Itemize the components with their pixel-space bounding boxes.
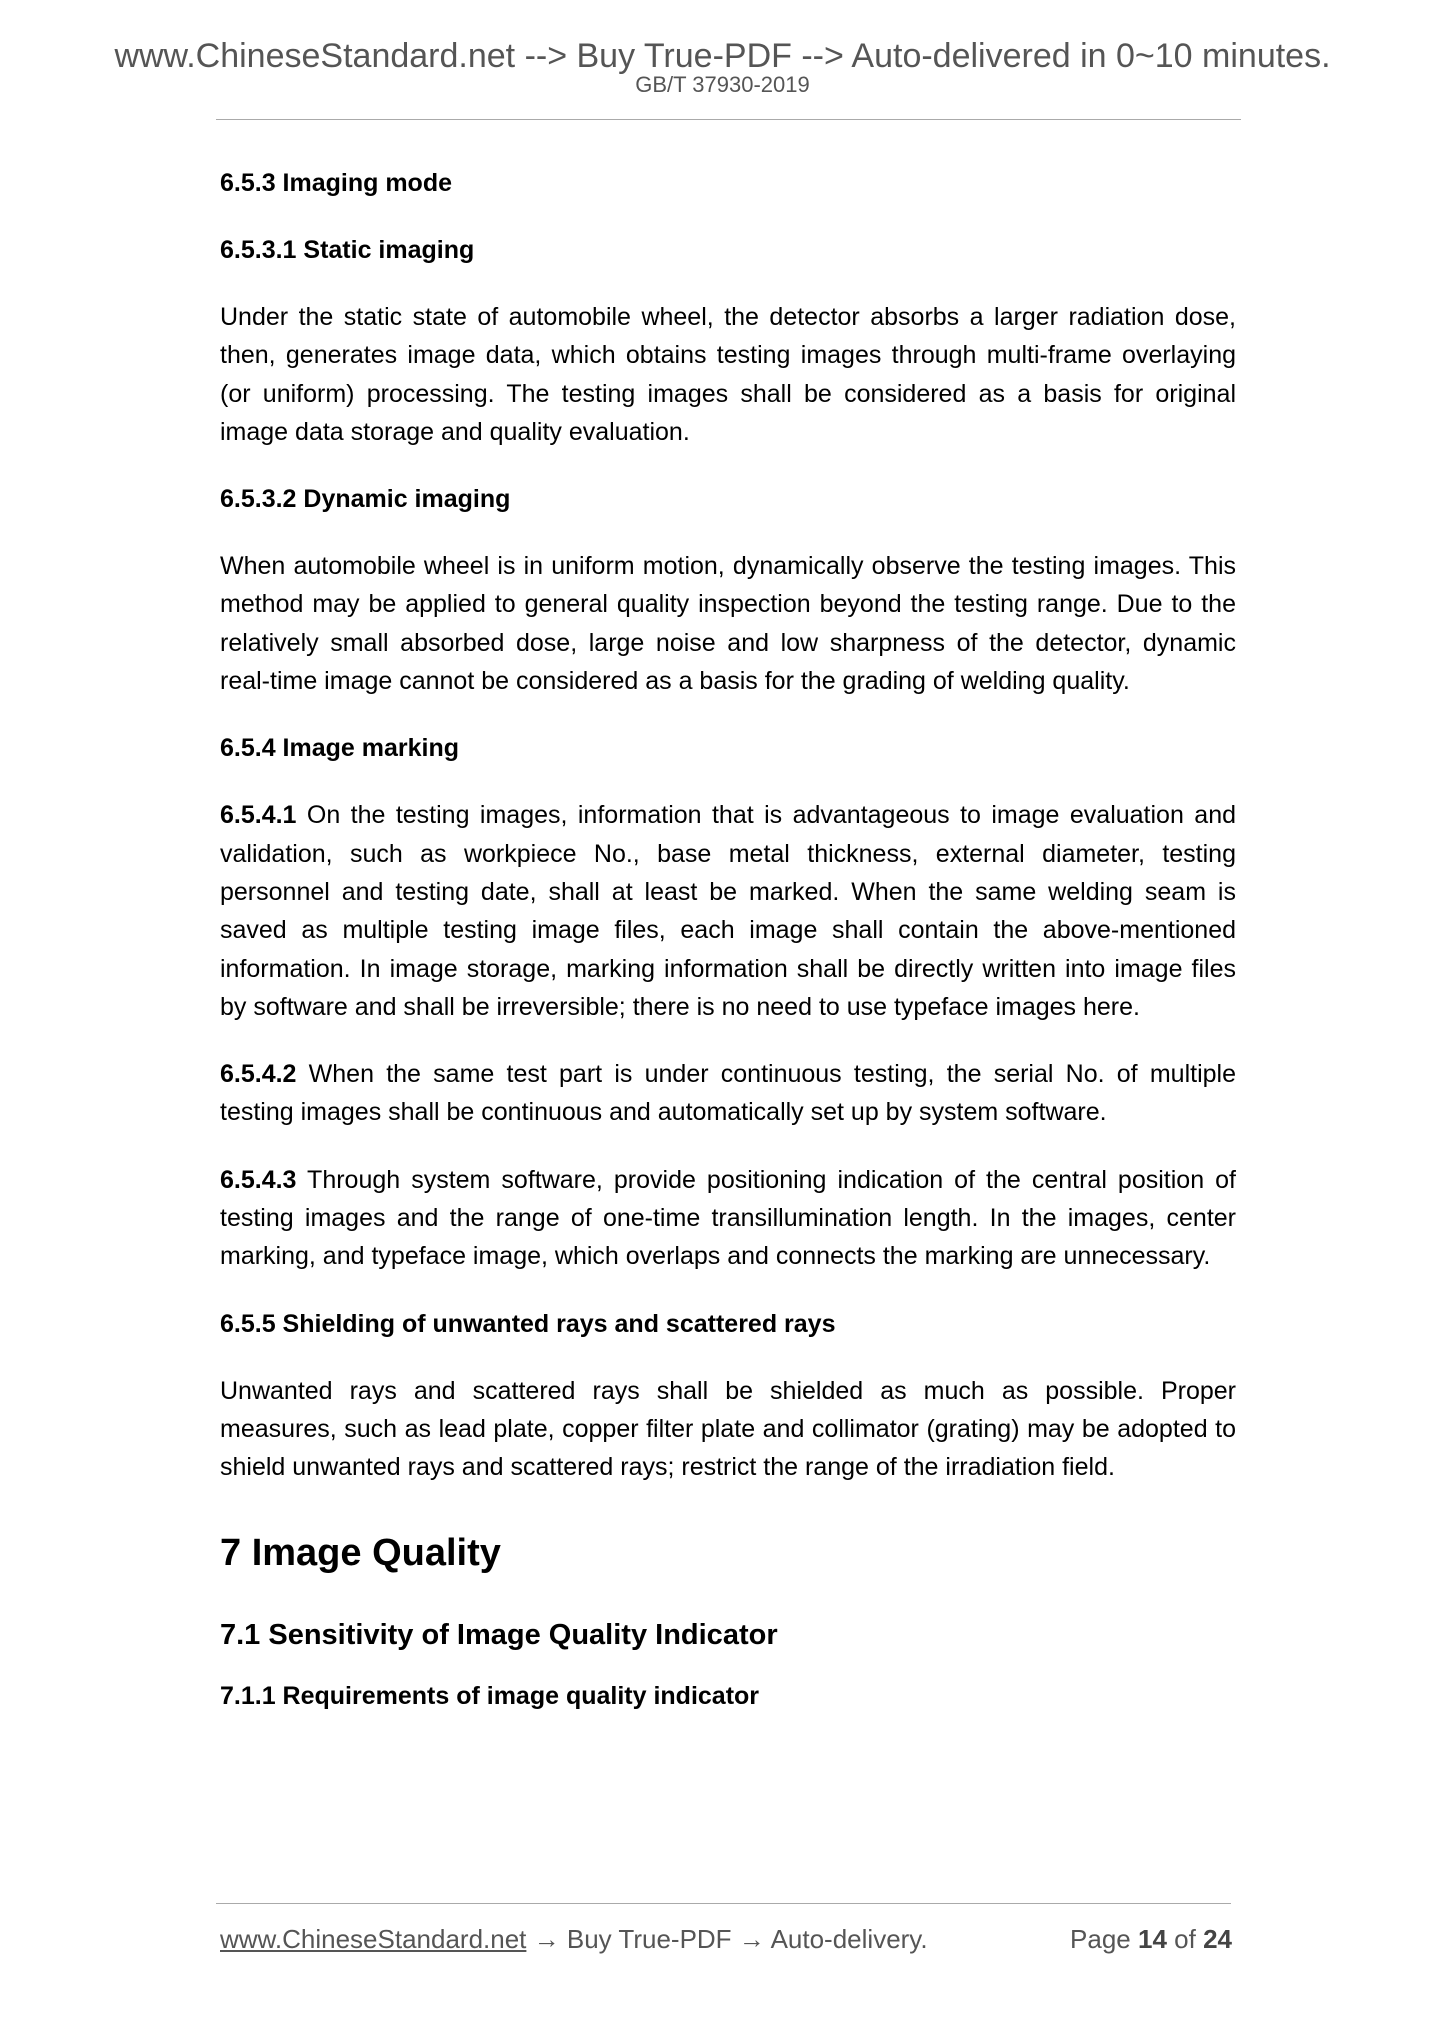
paragraph-static-imaging: Under the static state of automobile wheel, the detector absorbs a larger radiation dose, then, generates image data, which obtains testing images through multi-frame overlaying (or uniform) processing. The testing images shall be considered as a basis for original image data storage and quality evaluation. xyxy=(220,303,1236,446)
heading-7-1: 7.1 Sensitivity of Image Quality Indicator xyxy=(220,1618,778,1651)
footer-site-link[interactable]: www.ChineseStandard.net xyxy=(220,1924,527,1954)
page-footer xyxy=(220,1923,1232,1955)
header-divider xyxy=(216,119,1241,120)
standard-code: GB/T 37930-2019 xyxy=(635,72,810,97)
heading-6-5-3-2: 6.5.3.2 Dynamic imaging xyxy=(220,485,511,514)
clause-number-6-5-4-1: 6.5.4.1 xyxy=(220,801,297,830)
site-banner[interactable]: www.ChineseStandard.net --> Buy True-PDF --> Auto-delivered in 0~10 minutes. xyxy=(114,37,1331,75)
clause-number-6-5-4-3: 6.5.4.3 xyxy=(220,1165,297,1194)
clause-number-6-5-4-2: 6.5.4.2 xyxy=(220,1060,297,1089)
page-number xyxy=(1070,1923,1232,1955)
clause-text-6-5-4-3: Through system software, provide positioning indication of the central position of testing images and the range of one-time transillumination length. In the images, center marking, and typeface image, which overlaps and connects the marking are unnecessary. xyxy=(220,1165,1236,1271)
document-body xyxy=(220,164,1236,1715)
clause-text-6-5-4-2: When the same test part is under continuous testing, the serial No. of multiple testing images shall be continuous and automatically set up by system software. xyxy=(220,1060,1236,1127)
page-total: 24 xyxy=(1203,1924,1232,1954)
clause-text-6-5-4-1: On the testing images, information that is advantageous to image evaluation and validation, such as workpiece No., base metal thickness, external diameter, testing personnel and testing date, shall at least be marked. When the same welding seam is saved as multiple testing image files, each image shall contain the above-mentioned information. In image storage, marking information shall be directly written into image files by software and shall be irreversible; there is no need to use typeface images here. xyxy=(220,801,1236,1021)
paragraph-6-5-4-3 xyxy=(220,1161,1236,1276)
paragraph-shielding: Unwanted rays and scattered rays shall be shielded as much as possible. Proper measures, such as lead plate, copper filter plate and collimator (grating) may be adopted to shield unwanted rays and scattered rays; restrict the range of the irradiation field. xyxy=(220,1376,1236,1482)
paragraph-6-5-4-1 xyxy=(220,796,1236,1026)
paragraph-6-5-4-2 xyxy=(220,1055,1236,1132)
heading-7: 7 Image Quality xyxy=(220,1531,501,1574)
page-label: Page xyxy=(1070,1924,1131,1954)
footer-tagline: → Buy True-PDF → Auto-delivery. xyxy=(526,1924,928,1954)
heading-6-5-3-1: 6.5.3.1 Static imaging xyxy=(220,236,475,264)
heading-6-5-3: 6.5.3 Imaging mode xyxy=(220,169,453,197)
page-current: 14 xyxy=(1138,1924,1167,1954)
page-of-label: of xyxy=(1174,1924,1196,1954)
paragraph-dynamic-imaging: When automobile wheel is in uniform motion, dynamically observe the testing images. This method may be applied to general quality inspection beyond the testing range. Due to the relatively small absorbed dose, large noise and low sharpness of the detector, dynamic real-time image cannot be considered as a basis for the grading of welding quality. xyxy=(220,552,1236,696)
heading-6-5-5: 6.5.5 Shielding of unwanted rays and scattered rays xyxy=(220,1309,836,1338)
heading-7-1-1: 7.1.1 Requirements of image quality indicator xyxy=(220,1681,760,1710)
footer-divider xyxy=(216,1903,1231,1904)
heading-6-5-4: 6.5.4 Image marking xyxy=(220,734,460,763)
